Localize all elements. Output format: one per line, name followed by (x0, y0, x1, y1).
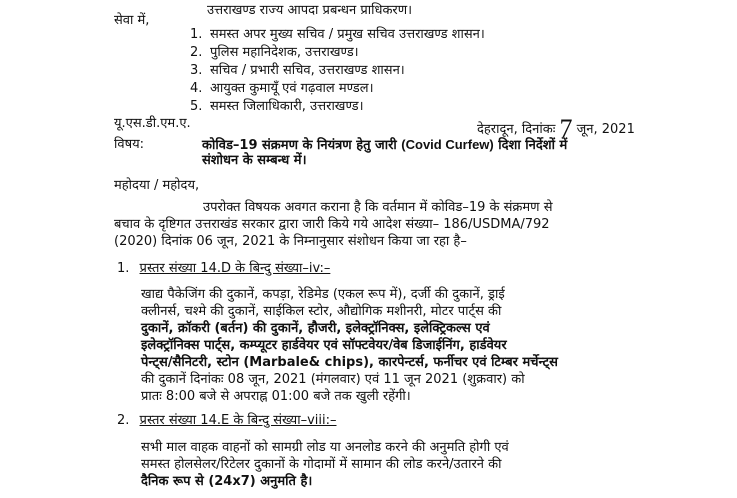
reference-number: यू.एस.डी.एम.ए. (114, 116, 191, 131)
subject-line-2: संशोधन के सम्बन्ध में। (202, 153, 307, 168)
date-day: 7 (559, 114, 573, 143)
section-1-line: क्लीनर्स, चश्मे की दुकानें, साईकिल स्टोर, औद्योगिक मशीनरी, मोटर पार्ट्स की (141, 304, 502, 319)
seva-label: सेवा में, (114, 13, 150, 28)
section-1-line: इलेक्ट्रॉनिक्स पार्ट्स, कम्प्यूटर हार्डवेयर एवं सॉफ्टवेयर/वेब डिजाईनिंग, हार्डवेयर (141, 338, 507, 353)
authority-line: उत्तराखण्ड राज्य आपदा प्रबन्धन प्राधिकरण। (207, 3, 413, 18)
section-1-line: खाद्य पैकेजिंग की दुकानें, कपड़ा, रेडिमेड (एकल रूप में), दर्जी की दुकानें, ड्राई (141, 287, 505, 302)
date-line: देहरादून, दिनांकः 7 जून, 2021 (477, 114, 635, 143)
section-1-line: प्रातः 8:00 बजे से अपराह्न 01:00 बजे तक खुली रहेंगी। (141, 389, 411, 404)
intro-line-2: बचाव के दृष्टिगत उत्तराखंड सरकार द्वारा जारी किये गये आदेश संख्या– 186/USDMA/792 (114, 217, 550, 232)
section-1-line: की दुकानें दिनांकः 08 जून, 2021 (मंगलवार) एवं 11 जून 2021 (शुक्रवार) को (141, 372, 525, 387)
section-2-line: दैनिक रूप से (24x7) अनुमति है। (141, 474, 313, 489)
section-1-heading: 1. प्रस्तर संख्या 14.D के बिन्दु संख्या–iv:– (117, 261, 331, 276)
subject-line-1: कोविड–19 संक्रमण के नियंत्रण हेतु जारी (Covid Curfew) दिशा निर्देशों में (202, 137, 568, 153)
list-item: 2. पुलिस महानिदेशक, उत्तराखण्ड। (190, 45, 359, 60)
intro-line-3: (2020) दिनांक 06 जून, 2021 के निम्नानुसार संशोधन किया जा रहा है– (114, 234, 467, 249)
section-1-line: दुकानें, क्रॉकरी (बर्तन) की दुकानें, हौजरी, इलेक्ट्रॉनिक्स, इलेक्ट्रिकल्स एवं (141, 321, 490, 336)
section-2-line: समस्त होलसेलर/रिटेलर दुकानों के गोदामों में सामान की लोड करने/उतारने की (141, 457, 502, 472)
salutation: महोदया / महोदय, (114, 178, 200, 193)
recipient-list (190, 27, 485, 117)
list-item: 1. समस्त अपर मुख्य सचिव / प्रमुख सचिव उत्तराखण्ड शासन। (190, 27, 485, 42)
subject-label: विषय: (114, 137, 145, 152)
list-item: 5. समस्त जिलाधिकारी, उत्तराखण्ड। (190, 99, 364, 114)
intro-line-1: उपरोक्त विषयक अवगत कराना है कि वर्तमान में कोविड–19 के संक्रमण से (203, 200, 553, 215)
section-2-heading: 2. प्रस्तर संख्या 14.E के बिन्दु संख्या–viii:– (117, 413, 337, 428)
list-item: 4. आयुक्त कुमायूँ एवं गढ़वाल मण्डल। (190, 81, 374, 96)
list-item: 3. सचिव / प्रभारी सचिव, उत्तराखण्ड शासन। (190, 63, 405, 78)
section-1-line: पेन्ट्स/सैनिटरी, स्टोन (Marbale& chips), कारपेन्टर्स, फर्नीचर एवं टिम्बर मर्चेन्ट्स (141, 355, 558, 370)
section-2-line: सभी माल वाहक वाहनों को सामग्री लोड या अनलोड करने की अनुमति होगी एवं (141, 440, 509, 455)
